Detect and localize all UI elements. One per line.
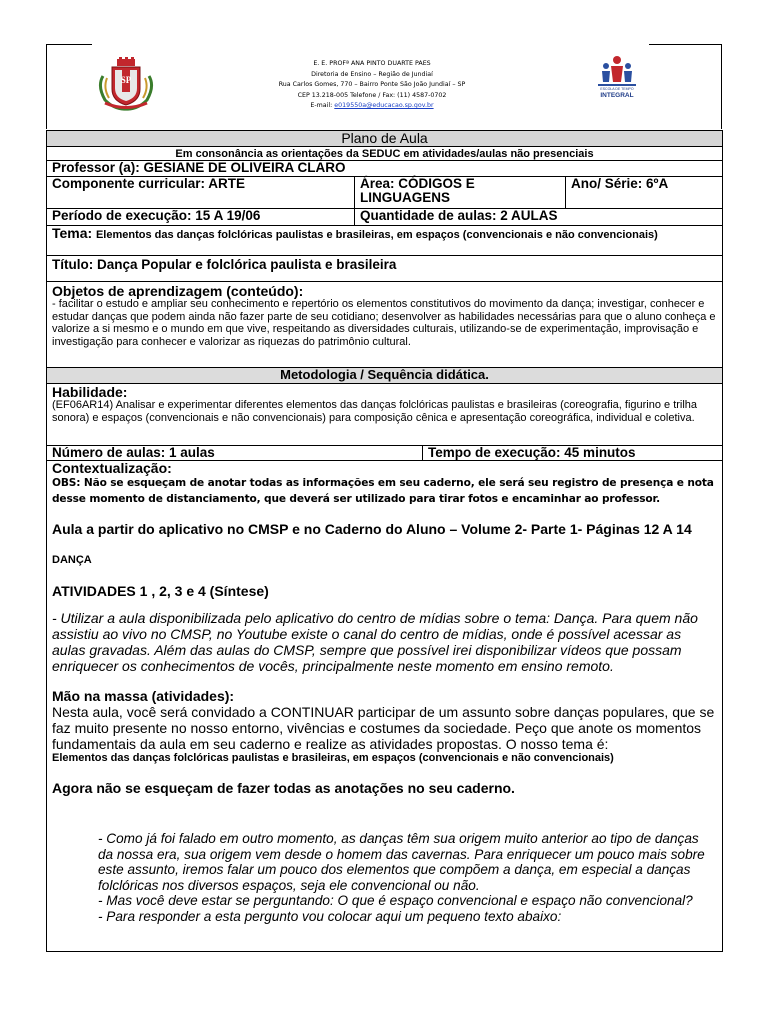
school-email-line [242,101,502,112]
header-border-right [649,44,721,45]
header-border-left [47,44,92,45]
professor-field: Professor (a): GESIANE DE OLIVEIRA CLARO [47,161,723,177]
plan-title: Plano de Aula [47,131,723,147]
email-link[interactable]: e019550a@educacao.sp.gov.br [334,102,434,109]
danca-heading: DANÇA [52,554,92,566]
sao-paulo-crest-icon [95,56,157,112]
habilidade-text: (EF06AR14) Analisar e experimentar diferentes elementos das danças folclóricas paulistas e brasileiras (coreografia, figurino e trilha sonora) e espaços (convencionais e não convencionais) para composição cênica e apresentação coreográfica, individual e coletiva. [52,399,698,424]
content-body [52,461,717,951]
document-page [46,44,722,1004]
tema-field [47,226,723,256]
explanation-paragraph-3: - Para responder a esta pergunto vou colocar aqui um pequeno texto abaixo: [98,908,562,924]
school-cep-phone: CEP 13.218-005 Telefone / Fax: (11) 4587-0702 [297,91,447,99]
titulo-field: Título: Dança Popular e folclórica paulista e brasileira [47,256,723,282]
content-area [47,461,723,952]
utilizar-paragraph: - Utilizar a aula disponibilizada pelo aplicativo do centro de mídias sobre o tema: Dança. Para quem não assistiu ao vivo no CMSP, no Youtube existe o canal do centro de mídias, onde é possível acessar as aulas gravadas. Além das aulas do CMSP, sempre que possível irei disponibilizar vídeos que possam enriquecer os conhecimentos de vocês, principalmente neste momento em ensino remoto. [52,610,698,674]
mao-na-massa-tema: Elementos das danças folclóricas paulistas e brasileiras, em espaços (convencionais e não convencionais) [52,752,614,764]
school-name: E. E. PROFª ANA PINTO DUARTE PAES [313,60,431,67]
habilidade-label: Habilidade: [52,384,128,400]
agora-reminder: Agora não se esqueçam de fazer todas as anotações no seu caderno. [52,780,515,796]
plan-subtitle: Em consonância as orientações da SEDUC em atividades/aulas não presenciais [47,147,723,161]
integral-logo-label: INTEGRAL [600,92,634,99]
quantidade-field: Quantidade de aulas: 2 AULAS [355,209,723,226]
tema-text: Elementos das danças folclóricas paulistas e brasileiras, em espaços (convencionais e não convencionais) [95,229,658,241]
contextualizacao-label: Contextualização: [52,460,172,476]
obs-note: OBS: Não se esqueçam de anotar todas as informações em seu caderno, ele será seu registro de presença e nota desse momento de distanciamento, que deverá ser utilizado para tirar fotos e encaminhar ao professor. [52,477,714,505]
school-info [242,59,502,112]
explanation-block [98,831,717,925]
numero-aulas-field: Número de aulas: 1 aulas [47,446,423,461]
periodo-field: Período de execução: 15 A 19/06 [47,209,355,226]
metodologia-header: Metodologia / Sequência didática. [47,368,723,384]
mao-na-massa-heading: Mão na massa (atividades): [52,688,235,704]
objetos-label: Objetos de aprendizagem (conteúdo): [52,283,304,299]
integral-logo-icon [592,54,642,88]
area-line-1: Área: CÓDIGOS E [360,176,475,191]
svg-text:SP: SP [120,75,132,85]
atividades-heading: ATIVIDADES 1 , 2, 3 e 4 (Síntese) [52,583,269,599]
school-directorate: Diretoria de Ensino – Região de Jundiaí [311,70,433,78]
area-field [355,177,566,209]
school-address: Rua Carlos Gomes, 770 – Bairro Ponte São João Jundiaí – SP [278,81,466,88]
explanation-paragraph-1: - Como já foi falado em outro momento, as danças têm sua origem muito anterior ao tipo de danças da nossa era, sua origem vem desde o homem das cavernas. Para enriquecer um pouco mais sobre este assunto, iremos falar um pouco dos elementos que compõem a dança, em especial a danças folclóricas nos diversos espaços, seja ele convencional ou não. [98,831,705,893]
email-label: E-mail: [310,102,333,109]
objetos-text: - facilitar o estudo e ampliar seu conhecimento e repertório os elementos constitutivos do movimento da dança; investigar, conhecer e estudar danças que podem ainda não fazer parte de seu cotidiano; desenvolver as habilidades necessárias para que o aluno conheça e valorize a si mesmo e o mundo em que vive, respeitando as diversidades culturais, utilizando-se de experimentação, improvisação e investigação para conhecer e valorizar as riquezas do patrimônio cultural. [52,298,716,348]
letterhead [46,44,722,129]
area-line-2: LINGUAGENS [360,190,451,205]
aula-reference: Aula a partir do aplicativo no CMSP e no Caderno do Aluno – Volume 2- Parte 1- Páginas 12 A 14 [52,521,692,537]
integral-logo-small-label: ESCOLA DE TEMPO [600,87,634,91]
tema-label: Tema: [52,225,93,241]
explanation-paragraph-2: - Mas você deve estar se perguntando: O que é espaço convencional e espaço não convencional? [98,893,693,909]
ano-serie-field: Ano/ Série: 6ºA [566,177,723,209]
escola-integral-logo [592,54,642,104]
lesson-plan-table [46,130,723,952]
mao-na-massa-text: Nesta aula, você será convidado a CONTINUAR participar de um assunto sobre danças populares, que se faz muito presente no nosso entorno, vivências e costumes da sociedade. Peço que anote os momentos fundamentais da aula em seu caderno e realize as atividades propostas. O nosso tema é: [52,704,715,752]
componente-field: Componente curricular: ARTE [47,177,355,209]
habilidade-field [47,384,723,446]
objetos-field [47,282,723,368]
tempo-execucao-field: Tempo de execução: 45 minutos [423,446,723,461]
